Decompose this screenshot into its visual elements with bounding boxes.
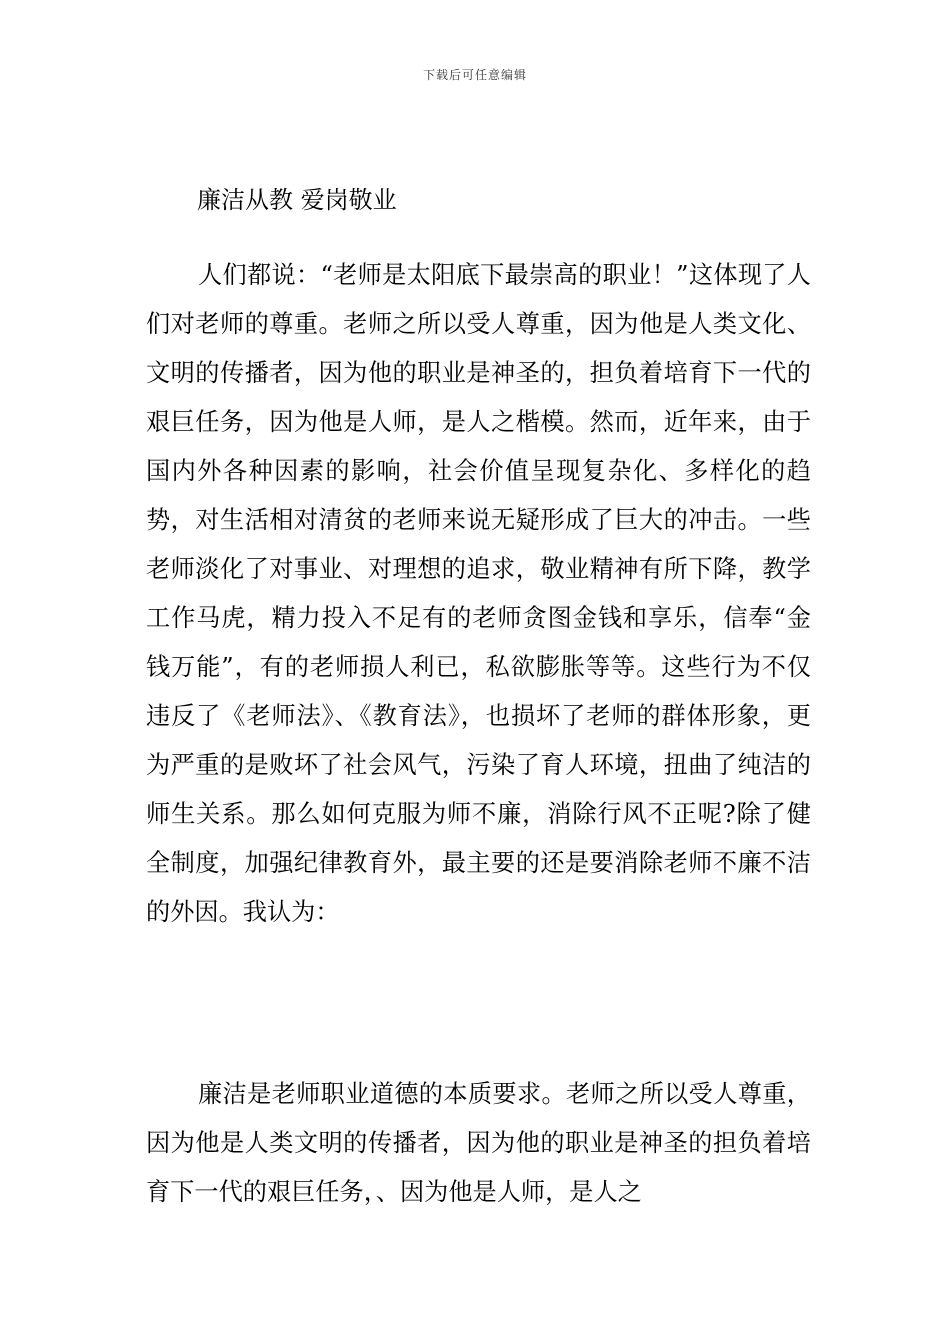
document-title: 廉洁从教 爱岗敬业 [197, 186, 397, 214]
paragraph: 人们都说：“老师是太阳底下最崇高的职业！”这体现了人们对老师的尊重。老师之所以受人尊重，因为他是人类文化、文明的传播者，因为他的职业是神圣的，担负着培育下一代的艰巨任务，因为他是人师，是人之楷模。然而，近年来，由于国内外各种因素的影响，社会价值呈现复杂化、多样化的趋势，对生活相对清贫的老师来说无疑形成了巨大的冲击。一些老师淡化了对事业、对理想的追求，敬业精神有所下降，教学工作马虎，精力投入不足有的老师贪图金钱和享乐，信奉“金钱万能”，有的老师损人利已，私欲膨胀等等。这些行为不仅违反了《老师法》、《教育法》，也损坏了老师的群体形象，更为严重的是败坏了社会风气，污染了育人环境，扭曲了纯洁的师生关系。那么如何克服为师不廉，消除行风不正呢?除了健全制度，加强纪律教育外，最主要的还是要消除老师不廉不洁的外因。我认为： [146, 261, 811, 926]
header-note: 下载后可任意编辑 [422, 68, 527, 82]
paragraph: 廉洁是老师职业道德的本质要求。老师之所以受人尊重，因为他是人类文明的传播者，因为他的职业是神圣的担负着培育下一代的艰巨任务，、因为他是人师，是人之 [146, 1080, 811, 1206]
